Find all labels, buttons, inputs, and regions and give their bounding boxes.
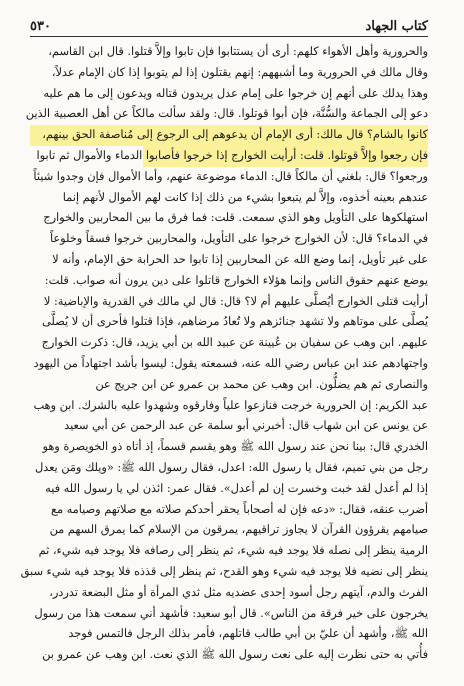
highlighted-line: كانوا بالشام؟ قال مالك: أرى الإمام أن يدعوهم إلى الرجوع إلى مُناصفة الحق بينهم، <box>30 125 428 146</box>
text-line: إذا لم أعدل لقد خبت وخسرت إن لم أعدل». فقال عمر: ائذن لي يا رسول الله فيه <box>45 481 428 495</box>
page-body <box>20 42 428 666</box>
text-line: والنصارى ثم هم يضلُّون. ابن وهب عن محمد بن عمرو عن ابن جريج عن <box>95 377 428 391</box>
text-line: ورجعوا؟ قال: بلغني أن مالكاً قال: الدماء موضوعة عنهم، وأما الأموال فإن وجدوا شيئاً <box>33 169 428 183</box>
text-line: عليهم. ابن وهب عن سفيان بن عُيينة عن عبيد الله بن أبي يزيد، قال: ذكرت الخوارج <box>41 336 428 350</box>
text-line: صيامهم يقرؤون القرآن لا يجاوز تراقيهم، يمرقون من الإسلام كما يمرق السهم من <box>49 523 428 537</box>
text-line: يخرجون على خير فرقة من الناس». قال أبو سعيد: فأشهد أني سمعت هذا من رسول <box>34 606 428 620</box>
page-header <box>30 14 428 37</box>
highlighted-line: فإن رجعوا وإلاَّ قوتلوا. قلت: أرأيت الخوارج إذا خرجوا فأصابوا الدماء والأموال ثم تابوا <box>143 146 428 167</box>
text-line: يُصلَّى على موتاهم ولا تشهد جنائزهم ولا تُعادُ مرضاهم، فإذا قتلوا فأحرى أن لا يُصلَّى <box>42 315 428 329</box>
text-line: الخدري قال: بينا نحن عند رسول الله ﷺ وهو يقسم قسماً، إذ أتاه ذو الخويصرة وهو <box>42 440 428 454</box>
text-line: الله ﷺ، وأشهد أن عليّ بن أبي طالب قاتلهم، فأمر بذلك الرجل فالتمس فوجد <box>68 627 428 641</box>
text-line: عندهم بعينه أخذوه، وإلاَّ لم يتبعوا بشيء من ذلك إذا كانت لهم الأموال لأنهم إنما <box>62 190 428 204</box>
text-line: عبد الكريم: إن الحرورية خرجت فنازعوا علياً وفارقوه وشهدوا عليه بالشرك. ابن وهب <box>33 398 428 412</box>
text-line: رجل من بني تميم، فقال يا رسول الله: اعدل، فقال رسول الله ﷺ: «ويلك ومَن يعدل <box>34 460 428 474</box>
chapter-title: كتاب الجهاد <box>365 19 428 34</box>
text-line: استهلكوها على التأويل وهو الذي سمعت. قلت: فما فرق ما بين المحاربين والخوارج <box>43 211 428 225</box>
text-line: واجتهادهم عند ابن عباس رضي الله عنه، فسمعته يقول: ليسوا بأشد اجتهاداً من اليهود <box>33 356 428 370</box>
text-line: والحرورية وأهل الأهواء كلهم: أرى أن يستتابوا فإن تابوا وإلاَّ قتلوا. قال ابن القاسم، <box>48 45 428 58</box>
text-line: دعو إلى الجماعة والسُّنَّة، فإن أبوا قوتلوا. قال: ولقد سألت مالكاً عن أهل العصبية الذين <box>25 107 428 121</box>
text-line: الفرث والدم، آيتهم رجل أسود إحدى عضديه مثل ثدي المرأة أو مثل البضعة تدردر، <box>49 585 428 599</box>
text-line: يوضع عنهم حقوق الناس وإنما هؤلاء الخوارج قاتلوا على دين يرون أنه صواب. قلت: <box>44 273 428 287</box>
text-line: وقال مالك في الحرورية وما أشبههم: إنهم يقتلون إذا لم يتوبوا إذا كان الإمام عدلاً، <box>51 65 428 79</box>
text-line: الرمية ينظر إلى نصله فلا يوجد فيه شيء، ثم ينظر إلى رصافه فلا يوجد فيه شيء، ثم <box>38 544 428 558</box>
text-line: ينظر إلى نضيه فلا يوجد فيه شيء وهو القدح، ثم ينظر إلى قذذه فلا يوجد فيه شيء سبق <box>20 564 428 578</box>
text-line: على غير تأويل، إنما وضع الله عن المحاربين إذا تابوا حد الحرابة حق الإمام، وأنه لا <box>52 252 428 266</box>
text-line: في الدماء؟ قال: لأن الخوارج خرجوا على التأويل، والمحاربين خرجوا فسقاً وخلوعاً <box>49 232 428 246</box>
text-line: أضرب عنقه، فقال: «دعه فإن له أصحاباً يحقر أحدكم صلاته مع صلاتهم وصيامه مع <box>50 502 428 516</box>
text-line: عن يونس عن ابن شهاب قال: أخبرني أبو سلمة عن عبد الرحمن عن أبي سعيد <box>64 419 428 433</box>
text-line: وهذا يدلك على أنهم إن خرجوا على إمام عدل يريدون قتاله ويدعون إلى ما هم عليه <box>43 86 428 100</box>
text-line: فأُتي به حتى نظرت إليه على نعت رسول الله ﷺ الذي نعت. ابن وهب عن عمرو بن <box>42 648 428 662</box>
page-number: ٥٣٠ <box>30 19 51 34</box>
text-line: أرأيت قتلى الخوارج أيُصلَّى عليهم أم لا؟ قال: قال لي مالك في القدرية والإباضية: لا <box>43 294 428 308</box>
